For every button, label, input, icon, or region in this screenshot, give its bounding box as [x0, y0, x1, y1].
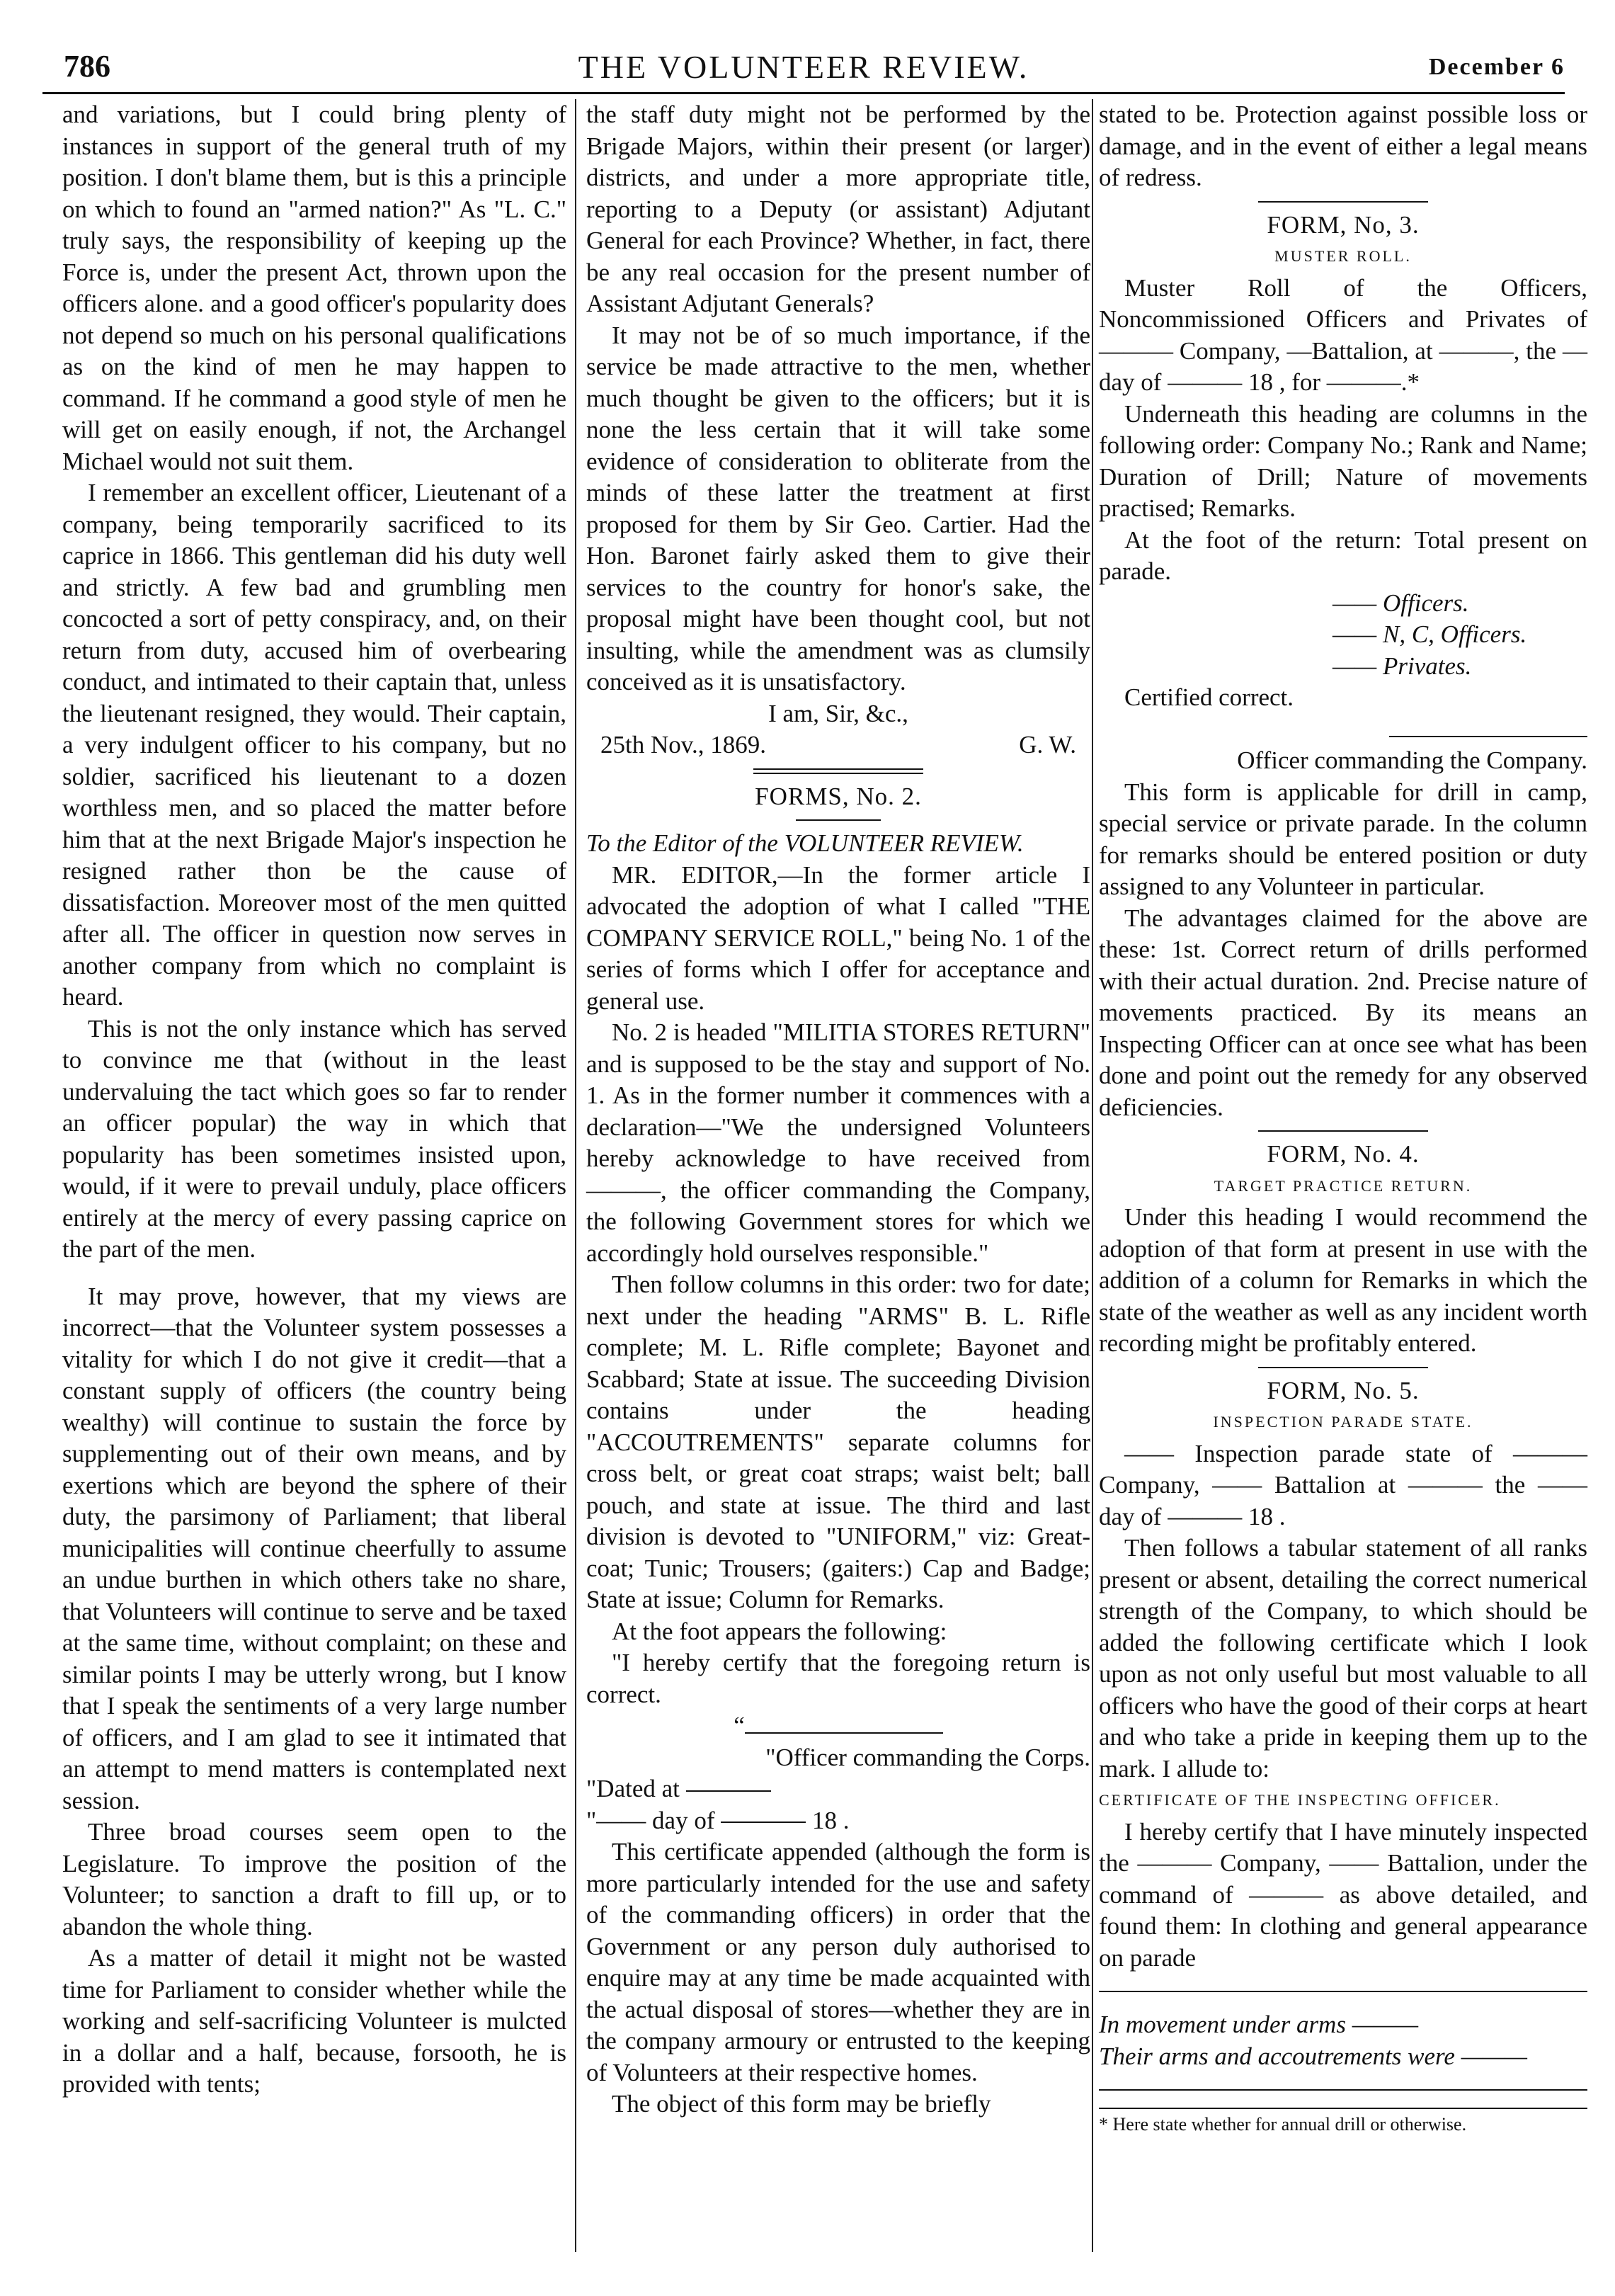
section-title: FORMS, No. 2. [755, 782, 922, 810]
header-rule [42, 92, 1565, 94]
paragraph: Three broad courses seem open to the Legislature. To improve the position of the Volunteer; to sanction a draft to fill up, or to abandon the whole thing. [62, 1818, 566, 1940]
paragraph: stated to be. Protection against possible loss or damage, and in the event of either a legal means of redress. [1099, 101, 1587, 191]
letter-date: 25th Nov., 1869. [600, 731, 766, 758]
year-label: 18 . [811, 1806, 850, 1834]
paragraph: This form is applicable for drill in camp, special service or private parade. In the column for remarks should be entered position or duty assigned to any Volunteer in particular. [1099, 778, 1587, 900]
paragraph: Under this heading I would recommend the adoption of that form at present in use with the addition of a column for Remarks in which the state of the weather as well as any incident worth recording might be profitably entered. [1099, 1203, 1587, 1357]
paragraph: Then follow columns in this order: two for date; next under the heading "ARMS" B. L. Rifle complete; M. L. Rifle complete; Bayonet and Scabbard; State at issue. The succeeding Division contains under the heading "ACCOUTREMENTS" separate columns for cross belt, or great coat straps; waist belt; ball pouch, and state at issue. The third and last division is devoted to "UNIFORM," viz: Great-coat; Tunic; Trousers; (gaiters:) Cap and Badge; State at issue; Column for Remarks. [586, 1271, 1090, 1613]
paragraph: At the foot of the return: Total present on parade. [1099, 525, 1587, 585]
letter-signature-line [586, 729, 1090, 761]
paragraph: the staff duty might not be performed by the Brigade Majors, within their present (or larger) districts, and under a more appropriate title, reporting to a Deputy (or assistant) Adjutant General for each Province? Whether, in fact, there be any real occasion for the present number of Assistant Adjutant Generals? [586, 101, 1090, 317]
paragraph: It may prove, however, that my views are incorrect—that the Volunteer system possesses a vitality for which I do not give it credit—that a constant supply of officers (the country being wealthy) will continue to sustain the force by supplementing out of their own means, and by exertions which are beyond the sphere of their duty, the parsimony of Parliament; that liberal municipalities will continue cheerfully to assume an undue burthen in which others take no share, that Volunteers will continue to serve and be taxed at the same time, without complaint; on these and similar points I may be utterly wrong, but I know that I speak the sentiments of a very large number of officers, and I am glad to see it intimated that an attempt to mend matters is contemplated next session. [62, 1282, 566, 1814]
paragraph: and variations, but I could bring plenty of instances in support of the general truth of my position. I don't blame them, but is this a principle on which to found an "armed nation?" As "L. C." truly says, the responsibility of keeping up the Force is, under the present Act, thrown upon the officers alone. and a good officer's popularity does not depend so much on his personal qualifications as on the kind of men he may happen to command. If he command a good style of men he will get on easily enough, if not, the Archangel Michael would not suit them. [62, 101, 566, 475]
column-divider [575, 99, 576, 2252]
section-rule [1258, 1130, 1428, 1132]
tally-privates: —— Privates. [1332, 652, 1472, 680]
officer-line: Officer commanding the Company. [1237, 746, 1587, 774]
issue-date: December 6 [1428, 54, 1565, 80]
officer-line: "Officer commanding the Corps. [765, 1743, 1090, 1771]
section-rule [753, 768, 923, 774]
dated-line [586, 1773, 1090, 1805]
paragraph: —— Inspection parade state of ——— Company, —— Battalion at ——— the —— day of ——— 18 . [1099, 1439, 1587, 1530]
signature-blank [1099, 714, 1587, 746]
tally-nco: —— N, C, Officers. [1332, 620, 1527, 648]
section-subtitle: TARGET PRACTICE RETURN. [1214, 1176, 1473, 1195]
paragraph: At the foot appears the following: [612, 1617, 947, 1645]
paragraph: Then follows a tabular statement of all ranks present or absent, detailing the correct numerical strength of the Company, to which should be added the following certificate which I look upon as not only useful but most valuable to all officers who have the good of their corps at heart and who take a pride in keeping them up to the mark. I allude to: [1099, 1534, 1587, 1783]
blank-rule [1099, 2089, 1587, 2091]
letter-closing: I am, Sir, &c., [768, 699, 908, 727]
movement-line: In movement under arms ——— [1099, 2011, 1419, 2038]
paragraph: No. 2 is headed "MILITIA STORES RETURN" and is supposed to be the stay and support of No. 1. As in the former number it commences with a declaration—"We the undersigned Volunteers hereby acknowledge to have received from ———, the officer commanding the Company, the following Government stores for which we accordingly hold ourselves responsible." [586, 1018, 1090, 1267]
salutation: To the Editor of the VOLUNTEER REVIEW. [586, 829, 1024, 857]
day-line [586, 1805, 1090, 1837]
column-divider [1092, 99, 1093, 2252]
tally-officers: —— Officers. [1332, 589, 1469, 617]
paragraph: The advantages claimed for the above are these: 1st. Correct return of drills performed with their actual duration. 2nd. Precise nature of movements practiced. By its means an Inspecting Officer can at once see what has been done and point out the remedy for any observed deficiencies. [1099, 904, 1587, 1121]
paragraph: "I hereby certify that the foregoing return is correct. [586, 1649, 1090, 1708]
column-1 [62, 99, 566, 2101]
page-header [42, 48, 1565, 88]
paragraph: This is not the only instance which has served to convince me that (without in the least undervaluing the tact which goes so far to render an officer popular) the way in which that popularity has been sometimes insisted upon, would, if it were to prevail unduly, place officers entirely at the mercy of every passing caprice on the part of the men. [62, 1014, 566, 1263]
blank-rule [1099, 1991, 1587, 1992]
arms-line: Their arms and accoutrements were ——— [1099, 2042, 1528, 2070]
paragraph: MR. EDITOR,—In the former article I advocated the adoption of what I called "THE COMPANY SERVICE ROLL," being No. 1 of the series of forms which I offer for acceptance and general use. [586, 860, 1090, 1015]
column-3 [1099, 99, 1587, 2136]
day-label: "—— day of [586, 1806, 715, 1834]
paragraph: As a matter of detail it might not be wasted time for Parliament to consider whether while the working and self-sacrificing Volunteer is mulcted in a dollar and a half, because, forsooth, he is provided with tents; [62, 1944, 566, 2098]
section-title: FORM, No, 3. [1267, 210, 1420, 239]
section-subtitle: MUSTER ROLL. [1274, 247, 1412, 265]
certificate-title: CERTIFICATE OF THE INSPECTING OFFICER. [1099, 1791, 1501, 1809]
paragraph: Underneath this heading are columns in the following order: Company No.; Rank and Name; Duration of Drill; Nature of movements practised; Remarks. [1099, 399, 1587, 522]
paragraph: This certificate appended (although the form is more particularly intended for the use and safety of the commanding officers) in order that the Government or any person duly authorised to enquire may at any time be made acquainted with the actual disposal of stores—whether they are in the company armoury or entrusted to the keeping of Volunteers at their respective homes. [586, 1838, 1090, 2086]
blank-line: “ [586, 1710, 1090, 1742]
paragraph: Muster Roll of the Officers, Noncommissioned Officers and Privates of ——— Company, —Battalion, at ———, the — day of ——— 18 , for ———.* [1099, 273, 1587, 396]
section-rule [1258, 1367, 1428, 1368]
paragraph: It may not be of so much importance, if the service be made attractive to the men, whether much thought be given to the officers; but it is none the less certain that it will take some evidence of consideration to obliterate from the minds of these latter the treatment at first proposed for them by Sir Geo. Cartier. Had the Hon. Baronet fairly asked them to give their services to the country for honor's sake, the proposal might have been thought cool, but not insulting, while the amendment was as clumsily conceived as it is unsatisfactory. [586, 321, 1090, 695]
section-subtitle: INSPECTION PARADE STATE. [1213, 1413, 1473, 1431]
column-2 [586, 99, 1090, 2120]
page-number: 786 [64, 49, 110, 84]
section-title: FORM, No. 4. [1267, 1140, 1420, 1168]
certified-line: Certified correct. [1124, 683, 1294, 711]
letter-initials: G. W. [1019, 731, 1076, 758]
publication-title: THE VOLUNTEER REVIEW. [578, 49, 1029, 85]
paragraph: I remember an excellent officer, Lieutenant of a company, being temporarily sacrificed to its caprice in 1866. This gentleman did his duty well and strictly. A few bad and grumbling men concocted a sort of petty conspiracy, and, on their return from duty, accused him of overbearing conduct, and intimated to their captain that, unless the lieutenant resigned, they would. Their captain, a very indulgent officer to his company, but no soldier, sacrificed his lieutenant to a dozen worthless men, and so placed the matter before him that at the next Brigade Major's inspection he resigned rather thon be the cause of dissatisfaction. Moreover most of the men quitted after all. The officer in question now serves in another company from which no complaint is heard. [62, 479, 566, 1011]
section-rule [1258, 201, 1428, 203]
paragraph: I hereby certify that I have minutely inspected the ——— Company, —— Battalion, under the command of ——— as above detailed, and found them: In clothing and general appearance on parade [1099, 1817, 1587, 1972]
paragraph: The object of this form may be briefly [612, 2090, 991, 2118]
footnote: * Here state whether for annual drill or otherwise. [1099, 2108, 1587, 2136]
section-rule [796, 819, 881, 821]
dated-label: "Dated at [586, 1775, 680, 1802]
section-title: FORM, No. 5. [1267, 1376, 1420, 1404]
